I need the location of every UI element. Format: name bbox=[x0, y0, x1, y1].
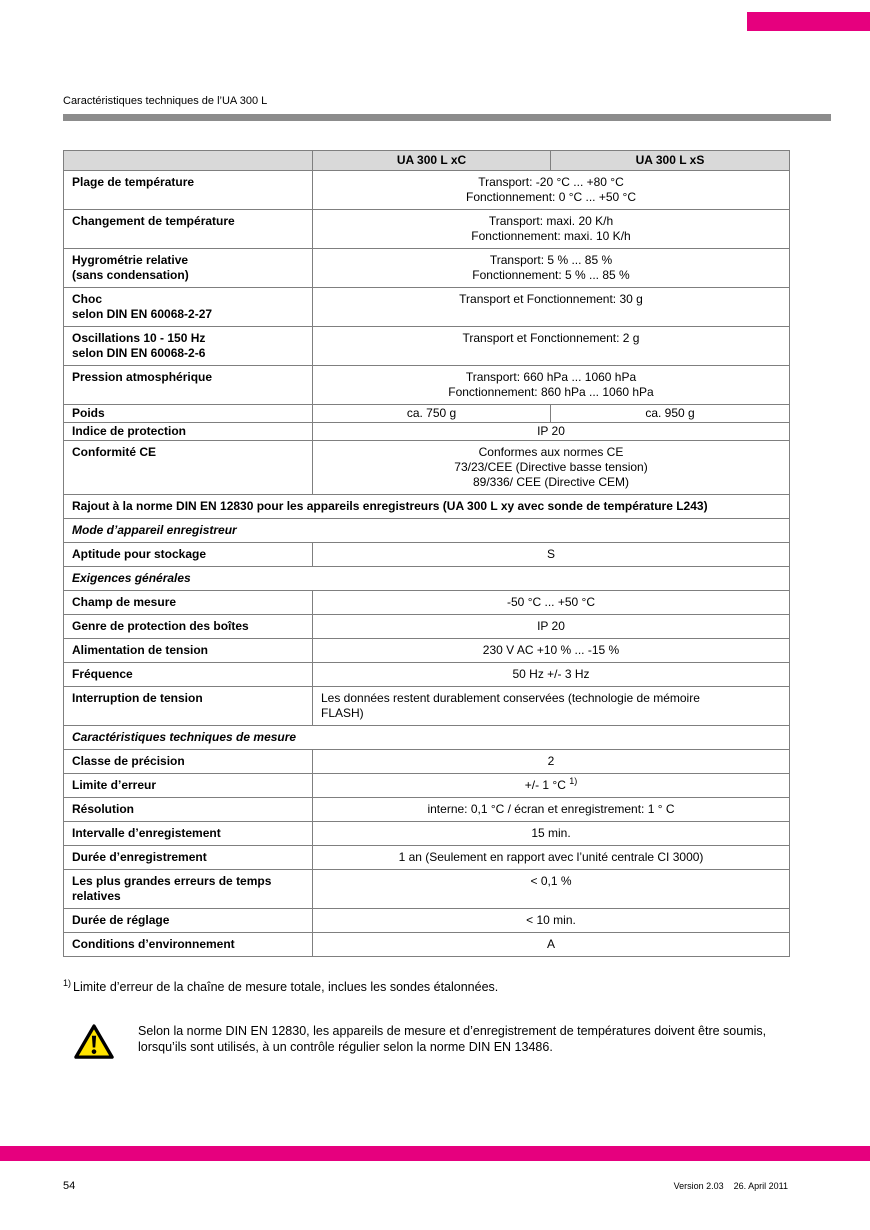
row-label: Conformité CE bbox=[64, 441, 313, 495]
row-value: S bbox=[313, 543, 790, 567]
row-value: interne: 0,1 °C / écran et enregistrement: 1 ° C bbox=[313, 798, 790, 822]
spec-table-body bbox=[64, 171, 790, 957]
table-row bbox=[64, 591, 790, 615]
row-value-xs: ca. 950 g bbox=[551, 405, 790, 423]
row-label: Pression atmosphérique bbox=[64, 366, 313, 405]
table-row bbox=[64, 543, 790, 567]
column-header-xs: UA 300 L xS bbox=[551, 151, 790, 171]
row-label: Champ de mesure bbox=[64, 591, 313, 615]
table-row bbox=[64, 687, 790, 726]
row-label: Limite d’erreur bbox=[64, 774, 313, 798]
section-row-title: Caractéristiques techniques de mesure bbox=[64, 726, 790, 750]
row-value: 50 Hz +/- 3 Hz bbox=[313, 663, 790, 687]
span-row-text: Rajout à la norme DIN EN 12830 pour les appareils enregistreurs (UA 300 L xy avec sonde de température L243) bbox=[64, 495, 790, 519]
row-value: Conformes aux normes CE 73/23/CEE (Directive basse tension) 89/336/ CEE (Directive CEM) bbox=[313, 441, 790, 495]
top-accent-bar bbox=[747, 12, 870, 31]
row-label: Fréquence bbox=[64, 663, 313, 687]
warning-block bbox=[63, 1023, 789, 1066]
row-value: -50 °C ... +50 °C bbox=[313, 591, 790, 615]
table-row bbox=[64, 288, 790, 327]
table-row bbox=[64, 798, 790, 822]
footer-version bbox=[674, 1181, 788, 1191]
row-label: Classe de précision bbox=[64, 750, 313, 774]
row-value: Les données restent durablement conservées (technologie de mémoire FLASH) bbox=[313, 687, 790, 726]
table-row bbox=[64, 933, 790, 957]
table-row bbox=[64, 567, 790, 591]
row-label: Oscillations 10 - 150 Hz selon DIN EN 60068-2-6 bbox=[64, 327, 313, 366]
table-row bbox=[64, 210, 790, 249]
table-row bbox=[64, 366, 790, 405]
row-value: 1 an (Seulement en rapport avec l’unité centrale CI 3000) bbox=[313, 846, 790, 870]
footnote bbox=[63, 979, 789, 995]
row-label: Intervalle d’enregistement bbox=[64, 822, 313, 846]
table-header-row bbox=[64, 151, 790, 171]
row-value: IP 20 bbox=[313, 423, 790, 441]
table-row bbox=[64, 327, 790, 366]
row-label: Plage de température bbox=[64, 171, 313, 210]
row-value: Transport et Fonctionnement: 2 g bbox=[313, 327, 790, 366]
page-number: 54 bbox=[63, 1180, 76, 1192]
table-row bbox=[64, 423, 790, 441]
row-label: Choc selon DIN EN 60068-2-27 bbox=[64, 288, 313, 327]
table-row bbox=[64, 405, 790, 423]
page-title: Caractéristiques techniques de l’UA 300 L bbox=[63, 95, 268, 107]
row-label: Durée d’enregistrement bbox=[64, 846, 313, 870]
warning-text: Selon la norme DIN EN 12830, les appareils de mesure et d’enregistrement de températures doivent être soumis, lorsqu’ils sont utilisés, à un contrôle régulier selon la norme DIN EN 13486. bbox=[138, 1024, 767, 1054]
table-row bbox=[64, 822, 790, 846]
table-row bbox=[64, 870, 790, 909]
footnote-text: Limite d’erreur de la chaîne de mesure totale, inclues les sondes étalonnées. bbox=[73, 980, 499, 994]
row-label: Poids bbox=[64, 405, 313, 423]
table-row bbox=[64, 909, 790, 933]
bottom-accent-bar bbox=[0, 1146, 870, 1161]
footnote-marker: 1) bbox=[63, 977, 72, 988]
header-rule bbox=[63, 114, 831, 121]
row-value-xc: ca. 750 g bbox=[313, 405, 551, 423]
row-label: Changement de température bbox=[64, 210, 313, 249]
section-row-title: Mode d’appareil enregistreur bbox=[64, 519, 790, 543]
row-value: < 10 min. bbox=[313, 909, 790, 933]
row-value: 2 bbox=[313, 750, 790, 774]
table-row bbox=[64, 495, 790, 519]
row-value: A bbox=[313, 933, 790, 957]
row-value: Transport: maxi. 20 K/h Fonctionnement: maxi. 10 K/h bbox=[313, 210, 790, 249]
column-header-empty bbox=[64, 151, 313, 171]
row-value: +/- 1 °C $^{1)}$ bbox=[313, 774, 790, 798]
row-label: Interruption de tension bbox=[64, 687, 313, 726]
page-footer bbox=[63, 1180, 788, 1192]
row-value: Transport: 5 % ... 85 % Fonctionnement: 5 % ... 85 % bbox=[313, 249, 790, 288]
table-row bbox=[64, 663, 790, 687]
table-row bbox=[64, 171, 790, 210]
section-row-title: Exigences générales bbox=[64, 567, 790, 591]
row-value: Transport et Fonctionnement: 30 g bbox=[313, 288, 790, 327]
row-value: 15 min. bbox=[313, 822, 790, 846]
row-label: Alimentation de tension bbox=[64, 639, 313, 663]
row-label: Aptitude pour stockage bbox=[64, 543, 313, 567]
row-label: Résolution bbox=[64, 798, 313, 822]
row-label: Durée de réglage bbox=[64, 909, 313, 933]
row-value: Transport: -20 °C ... +80 °C Fonctionnement: 0 °C ... +50 °C bbox=[313, 171, 790, 210]
column-header-xc: UA 300 L xC bbox=[313, 151, 551, 171]
table-row bbox=[64, 750, 790, 774]
row-label: Genre de protection des boîtes bbox=[64, 615, 313, 639]
table-row bbox=[64, 639, 790, 663]
row-value: 230 V AC +10 % ... -15 % bbox=[313, 639, 790, 663]
footnote-reference: 1) bbox=[569, 776, 578, 786]
warning-triangle-icon bbox=[73, 1023, 115, 1066]
date-text: 26. April 2011 bbox=[733, 1181, 788, 1191]
table-row bbox=[64, 726, 790, 750]
page-content bbox=[63, 95, 789, 1066]
table-row bbox=[64, 249, 790, 288]
table-row bbox=[64, 615, 790, 639]
row-value: < 0,1 % bbox=[313, 870, 790, 909]
version-text: Version 2.03 bbox=[673, 1181, 724, 1191]
table-row bbox=[64, 519, 790, 543]
table-row bbox=[64, 846, 790, 870]
row-label: Hygrométrie relative (sans condensation) bbox=[64, 249, 313, 288]
table-row bbox=[64, 441, 790, 495]
row-label: Conditions d’environnement bbox=[64, 933, 313, 957]
row-value: Transport: 660 hPa ... 1060 hPa Fonctionnement: 860 hPa ... 1060 hPa bbox=[313, 366, 790, 405]
row-label: Les plus grandes erreurs de temps relatives bbox=[64, 870, 313, 909]
spec-table bbox=[63, 150, 790, 957]
row-label: Indice de protection bbox=[64, 423, 313, 441]
table-row bbox=[64, 774, 790, 798]
row-value: IP 20 bbox=[313, 615, 790, 639]
